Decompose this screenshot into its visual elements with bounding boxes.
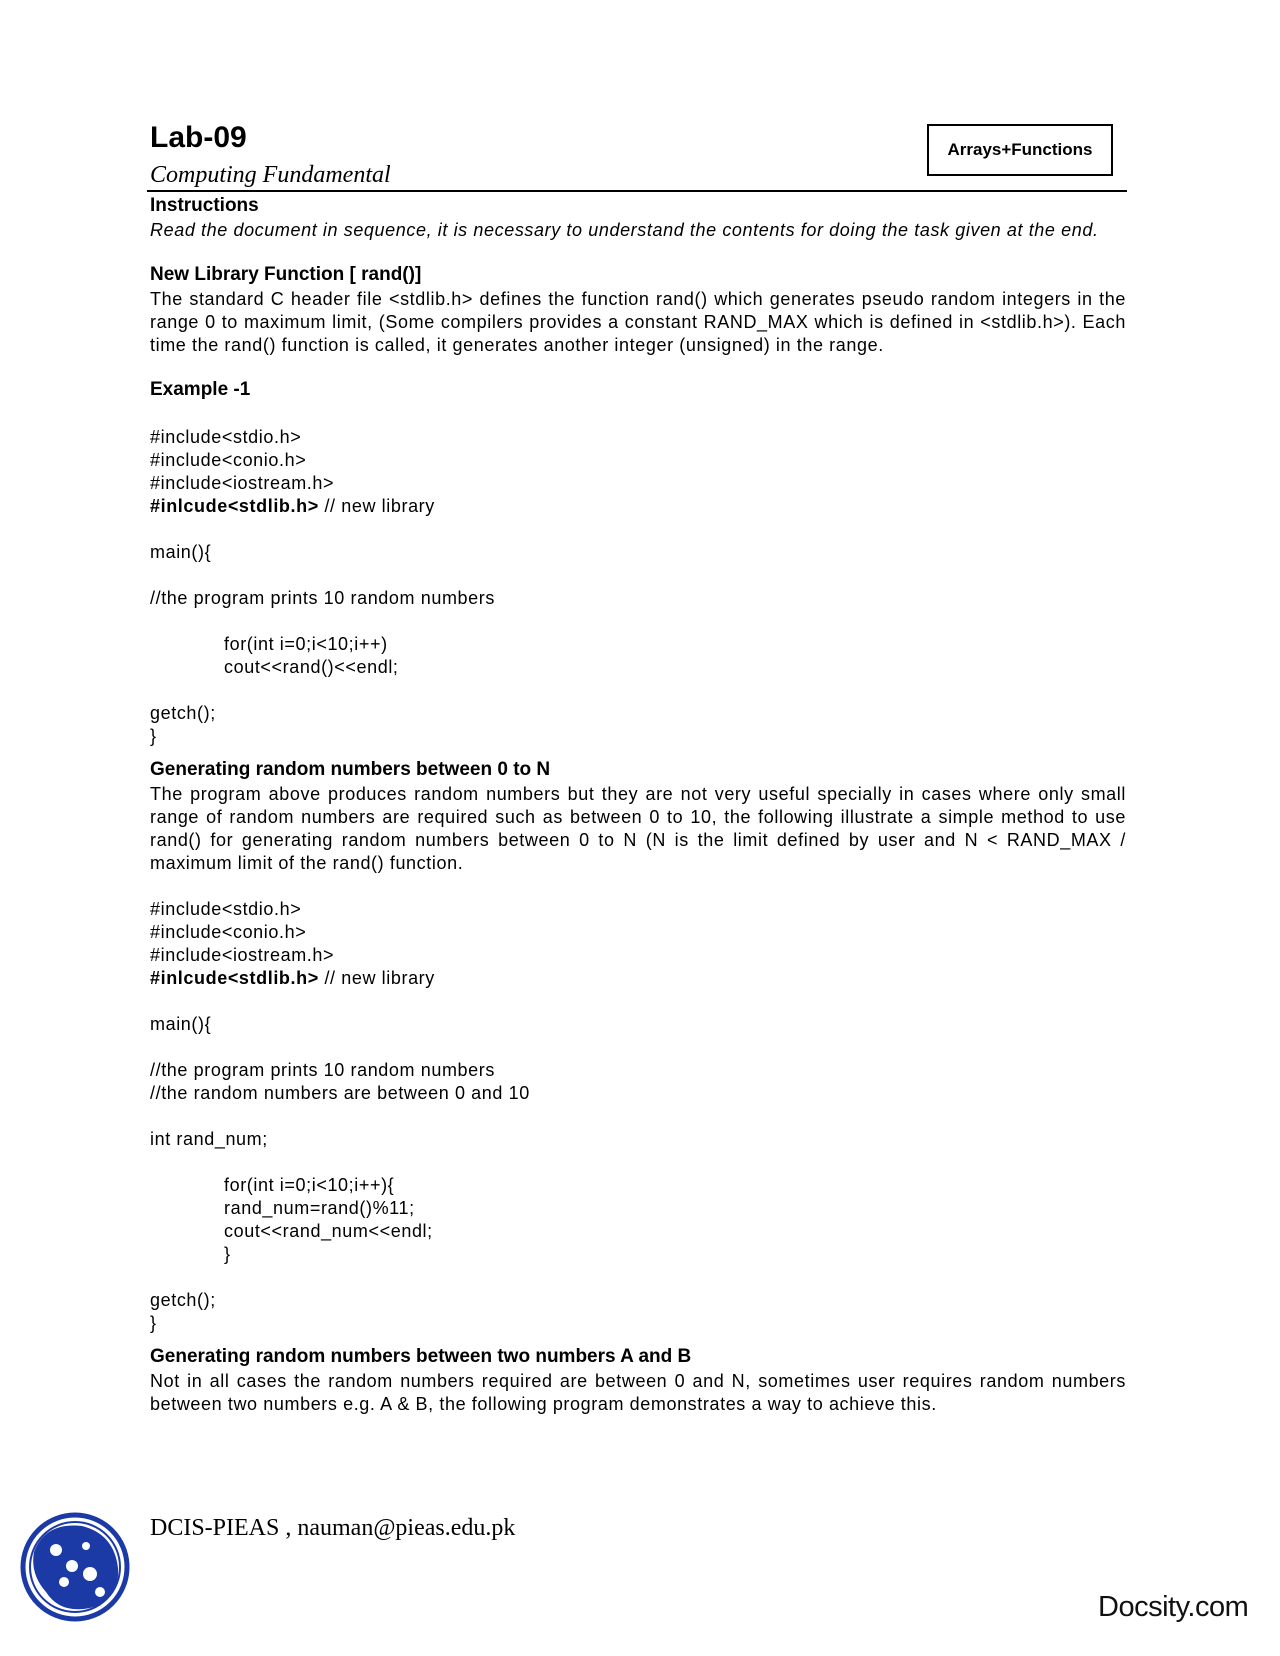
code-line: //the random numbers are between 0 and 10 bbox=[150, 1083, 530, 1103]
code-line: rand_num=rand()%11; bbox=[224, 1198, 415, 1218]
code-include-stdlib: #inlcude<stdlib.h> bbox=[150, 496, 319, 516]
document-body bbox=[150, 193, 1126, 1416]
section-heading-a-and-b: Generating random numbers between two numbers A and B bbox=[150, 1346, 692, 1367]
course-subtitle: Computing Fundamental bbox=[150, 162, 391, 188]
topic-tag-label: Arrays+Functions bbox=[947, 140, 1093, 159]
instructions-heading: Instructions bbox=[150, 195, 259, 216]
code-line: #include<iostream.h> bbox=[150, 945, 335, 965]
code-line: for(int i=0;i<10;i++){ bbox=[224, 1175, 395, 1195]
code-line: for(int i=0;i<10;i++) bbox=[224, 634, 388, 654]
code-line-include-stdlib bbox=[150, 495, 1126, 518]
code-line: cout<<rand_num<<endl; bbox=[224, 1221, 433, 1241]
code-block-example-1 bbox=[150, 426, 1126, 748]
code-line: } bbox=[150, 1313, 157, 1333]
code-line: #include<iostream.h> bbox=[150, 473, 335, 493]
topic-tag-box bbox=[927, 124, 1113, 176]
code-line: #include<stdio.h> bbox=[150, 899, 302, 919]
code-line: #include<conio.h> bbox=[150, 450, 307, 470]
section-text-rand: The standard C header file <stdlib.h> defines the function rand() which generates pseudo random integers in the range 0 to maximum limit, (Some compilers provides a constant RAND_MAX which is defined in <stdlib.h>). Each time the rand() function is called, it generates another integer (unsigned) in the range. bbox=[150, 289, 1126, 355]
code-line: } bbox=[150, 726, 157, 746]
docsity-watermark: Docsity.com bbox=[1098, 1591, 1249, 1623]
code-line: } bbox=[224, 1244, 231, 1264]
instructions-text: Read the document in sequence, it is necessary to understand the contents for doing the task given at the end. bbox=[150, 220, 1099, 240]
code-line: getch(); bbox=[150, 1290, 216, 1310]
code-comment: // new library bbox=[318, 968, 435, 988]
code-line: int rand_num; bbox=[150, 1129, 268, 1149]
code-comment: // new library bbox=[318, 496, 435, 516]
section-text-0-to-n: The program above produces random numbers but they are not very useful specially in cases where only small range of random numbers are required such as between 0 to 10, the following illustrate a simple method to use rand() for generating random numbers between 0 to N (N is the limit defined by user and N < RAND_MAX / maximum limit of the rand() function. bbox=[150, 784, 1126, 873]
example-heading: Example -1 bbox=[150, 379, 251, 400]
section-heading-rand: New Library Function [ rand()] bbox=[150, 264, 422, 285]
footer-contact: DCIS-PIEAS , nauman@pieas.edu.pk bbox=[150, 1515, 516, 1541]
code-line: getch(); bbox=[150, 703, 216, 723]
code-line: #include<stdio.h> bbox=[150, 427, 302, 447]
lab-title: Lab-09 bbox=[150, 121, 247, 154]
header-rule bbox=[147, 190, 1127, 192]
code-line: main(){ bbox=[150, 1014, 212, 1034]
section-heading-0-to-n: Generating random numbers between 0 to N bbox=[150, 759, 551, 780]
code-block-example-2 bbox=[150, 898, 1126, 1335]
section-text-a-and-b: Not in all cases the random numbers required are between 0 and N, sometimes user requires random numbers between two numbers e.g. A & B, the following program demonstrates a way to achieve this. bbox=[150, 1371, 1126, 1414]
university-seal-icon bbox=[20, 1512, 130, 1622]
code-include-stdlib: #inlcude<stdlib.h> bbox=[150, 968, 319, 988]
code-line: //the program prints 10 random numbers bbox=[150, 588, 495, 608]
code-line: main(){ bbox=[150, 542, 212, 562]
code-line: #include<conio.h> bbox=[150, 922, 307, 942]
code-line: cout<<rand()<<endl; bbox=[224, 657, 399, 677]
code-line-include-stdlib bbox=[150, 967, 1126, 990]
code-line: //the program prints 10 random numbers bbox=[150, 1060, 495, 1080]
